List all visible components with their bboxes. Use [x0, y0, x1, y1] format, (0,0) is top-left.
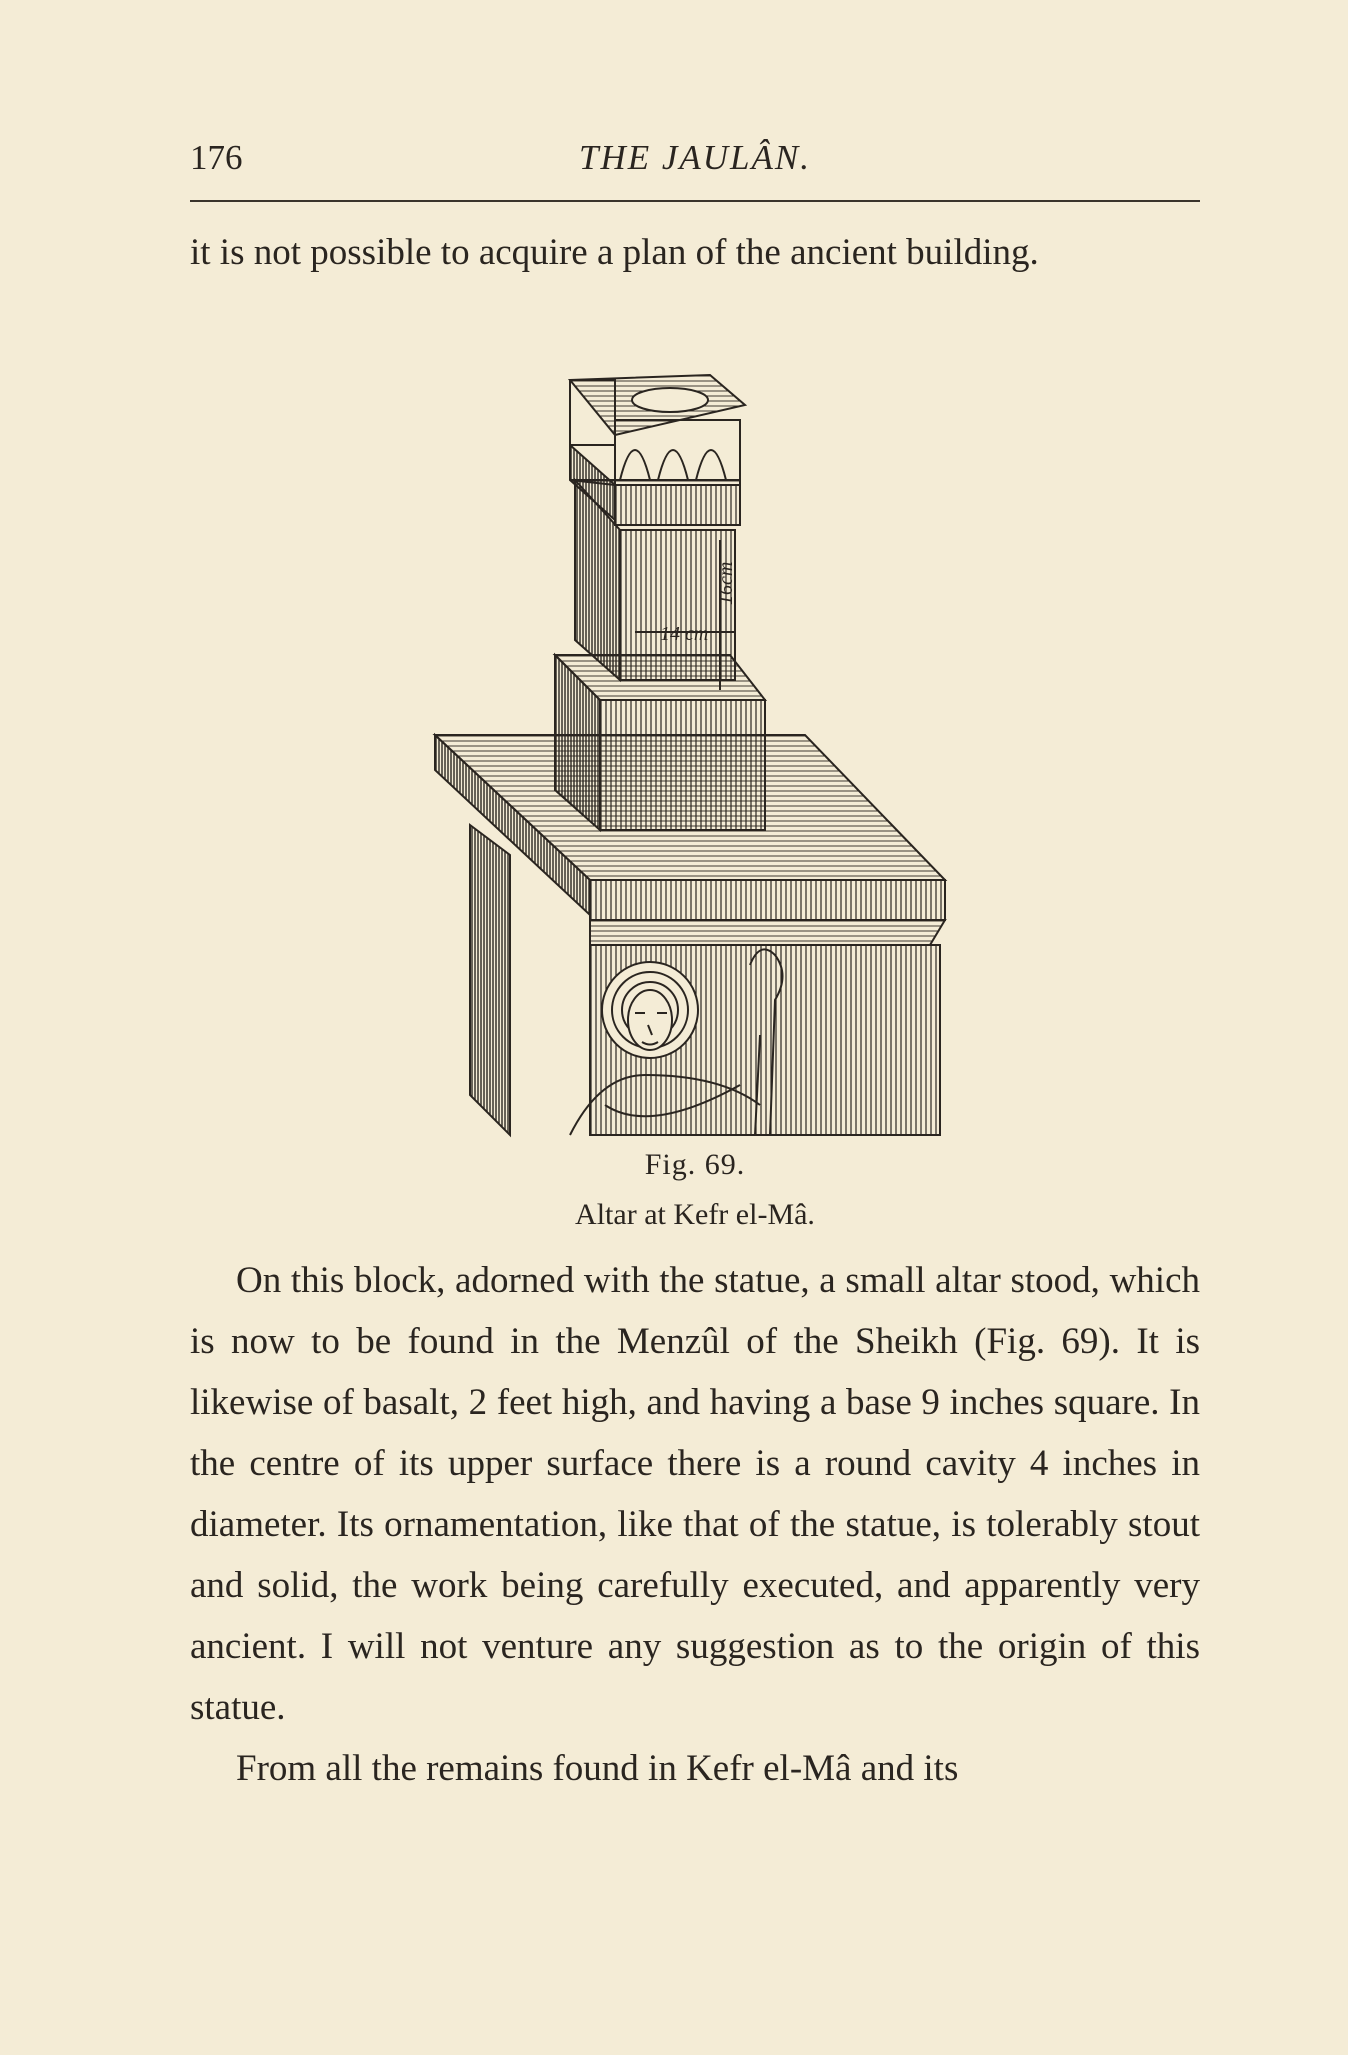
- altar-illustration: [420, 345, 980, 1145]
- running-title: THE JAULÂN.: [579, 138, 811, 177]
- paragraph: On this block, adorned with the statue, a small altar stood, which is now to be found in the Menzûl of the Sheikh (Fig. 69). It is likewise of basalt, 2 feet high, and having a base 9 inches square. In the centre of its upper surface there is a round cavity 4 inches in diameter. Its ornamentation, like that of the statue, is tolerably stout and solid, the work being carefully executed, and apparently very ancient. I will not venture any suggestion as to the origin of this statue.: [190, 1260, 1200, 1728]
- width-label: 14 cm: [660, 623, 709, 645]
- height-label: 16cm: [715, 561, 737, 605]
- continuation-text: [190, 222, 1200, 283]
- paragraph: From all the remains found in Kefr el-Mâ and its: [236, 1748, 959, 1789]
- page-number: 176: [190, 138, 243, 177]
- figure-label: Fig. 69.: [644, 1148, 746, 1181]
- figure-caption: Altar at Kefr el-Mâ.: [575, 1198, 815, 1231]
- page-header: [190, 138, 1200, 182]
- body-text: [190, 1250, 1200, 1799]
- continuation-paragraph: it is not possible to acquire a plan of the ancient building.: [190, 232, 1039, 273]
- header-rule: [190, 200, 1200, 202]
